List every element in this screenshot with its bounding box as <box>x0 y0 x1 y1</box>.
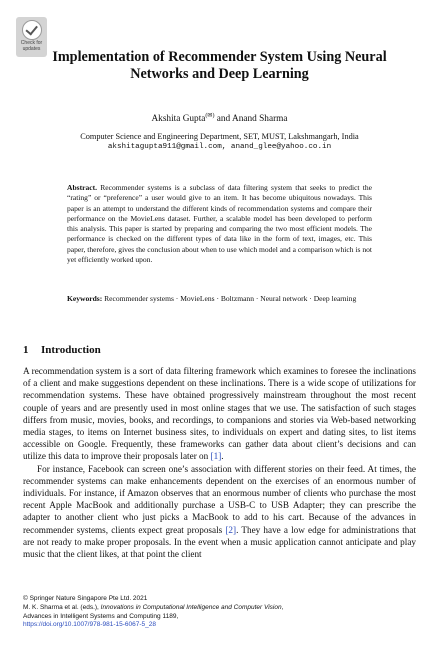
citation-line: M. K. Sharma et al. (eds.), Innovations in Computational Intelligence and Computer Vision, <box>23 603 284 611</box>
citation-link[interactable]: [1] <box>210 451 222 462</box>
section-number: 1 <box>23 344 29 356</box>
keywords-text: Recommender systems · MovieLens · Boltzmann · Neural network · Deep learning <box>104 294 357 303</box>
copyright-line: © Springer Nature Singapore Pte Ltd. 2021 <box>23 595 148 602</box>
section-heading <box>23 344 101 356</box>
corresponding-mark: (✉) <box>205 113 215 119</box>
author-rest: and Anand Sharma <box>214 114 288 125</box>
abstract-label: Abstract. <box>67 183 97 192</box>
paragraph: A recommendation system is a sort of data filtering framework which examines to foresee the inclinations of a client and make suggestions dependent on these inclinations. There is a wide scope of utilizations for recommendation systems. These have obtained progressively mainstream throughout the most recent couple of years and are presently used in most online stages that we use. The satisfaction of such stages differs from music, movies, books, and recordings, to companions and stories via Web-based networking media stages, to items on Internet business sites, to individuals on expert and dating sites, to list items accessible on Google. Frequently, these frameworks can gather data about client’s decisions and can utilize this data to improve their proposals later on [1]. <box>23 366 416 462</box>
author-emails[interactable]: akshitagupta911@gmail.com, anand_glee@yahoo.co.in <box>107 143 332 151</box>
citation-link[interactable]: [2] <box>225 524 237 535</box>
abstract-text: Recommender systems is a subclass of data filtering system that seeks to predict the “rating” or “preference” a user would give to an item. It has become ubiquitous nowadays. This paper is an attempt to understand the different kinds of recommendation systems and compare their performance on the MovieLens dataset. Further, a scalable model has been developed to perform this analysis. This paper is started by preparing and comparing the two most efficient models. The performance is checked on the different types of data like in the form of text, images, etc. This paper, therefore, gives the conclusion about when to use which model and a comparison which is not yet efficiently worked upon. <box>67 183 373 265</box>
paper-title: Implementation of Recommender System Using Neural Networks and Deep Learning <box>52 49 387 82</box>
keywords <box>67 294 372 304</box>
keywords-label: Keywords: <box>67 294 103 303</box>
series-line: Advances in Intelligent Systems and Computing 1189, <box>23 612 179 620</box>
author-first: Akshita Gupta <box>151 114 206 125</box>
checkmark-icon <box>22 20 42 40</box>
doi-link[interactable]: https://doi.org/10.1007/978-981-15-6067-5_28 <box>23 621 156 629</box>
author-line <box>0 112 439 124</box>
body-text <box>23 365 416 560</box>
abstract <box>67 183 372 265</box>
badge-label: Check for updates <box>20 40 43 52</box>
footer <box>23 595 416 630</box>
affiliation: Computer Science and Engineering Department, SET, MUST, Lakshmangarh, India <box>80 132 359 141</box>
section-title: Introduction <box>41 344 101 356</box>
paragraph: For instance, Facebook can screen one’s association with different stories on their feed. At times, the recommender systems can make enhancements dependent on the exercises of an enormous number of individuals. For instance, if Amazon observes that an enormous number of clients who purchase the most recent Apple MacBook and additionally purchase a USB-C to USB Adapter; they can prescribe the adapter to another client who just picks a MacBook to add to his cart. Because of the advances in recommender systems, clients expect great proposals [2]. They have a low edge for administrations that are not ready to make proper proposals. In the event when a music application cannot anticipate and play music that the client likes, at that point the client <box>23 463 416 560</box>
